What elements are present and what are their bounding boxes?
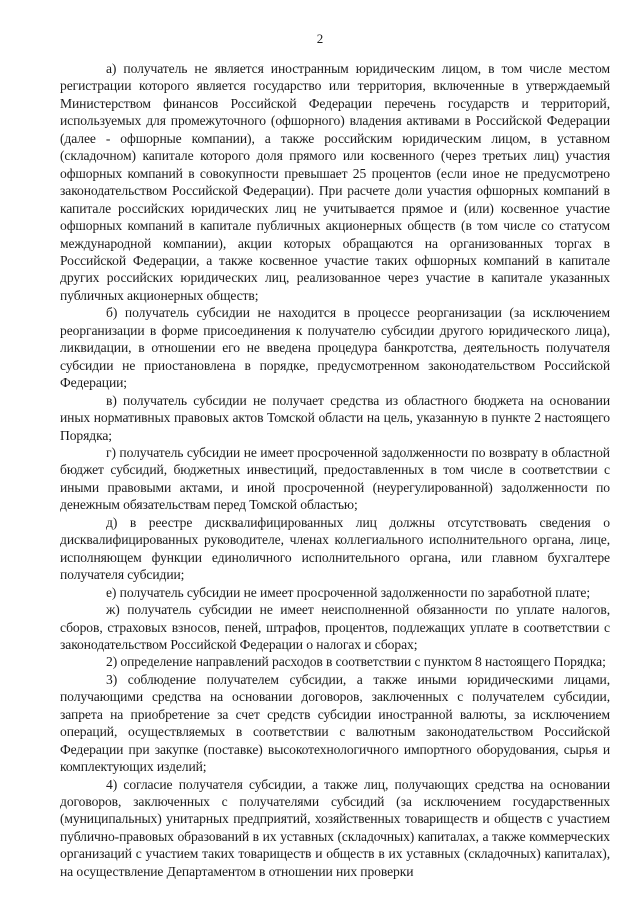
paragraph-v: в) получатель субсидии не получает средства из областного бюджета на основании иных нормативных правовых актов Томской области на цель, указанную в пункте 2 настоящего Порядка; bbox=[60, 392, 610, 443]
document-body bbox=[60, 60, 610, 880]
paragraph-d: д) в реестре дисквалифицированных лиц должны отсутствовать сведения о дисквалифицированных руководителе, членах коллегиального исполнительного органа, лице, исполняющем функции единоличного исполнительного органа, или главном бухгалтере получателя субсидии; bbox=[60, 514, 610, 583]
paragraph-4: 4) согласие получателя субсидии, а также лиц, получающих средства на основании договоров, заключенных с получателями субсидий (за исключением государственных (муниципальных) унитарных предприятий, хозяйственных товариществ и обществ с участием публично-правовых образований в их уставных (складочных) капиталах, а также коммерческих организаций с участием таких товариществ и обществ в их уставных (складочных) капиталах), на осуществление Департаментом в отношении них проверки bbox=[60, 776, 610, 879]
paragraph-3: 3) соблюдение получателем субсидии, а также иными юридическими лицами, получающими средства на основании договоров, заключенных с получателем субсидии, запрета на приобретение за счет средств субсидии иностранной валюты, за исключением операций, осуществляемых в соответствии с валютным законодательством Российской Федерации при закупке (поставке) высокотехнологичного импортного оборудования, сырья и комплектующих изделий; bbox=[60, 671, 610, 775]
paragraph-b: б) получатель субсидии не находится в процессе реорганизации (за исключением реорганизации в форме присоединения к получателю субсидии другого юридического лица), ликвидации, в отношении его не введена процедура банкротства, деятельность получателя субсидии не приостановлена в порядке, предусмотренном законодательством Российской Федерации; bbox=[60, 305, 610, 391]
paragraph-2: 2) определение направлений расходов в соответствии с пунктом 8 настоящего Порядка; bbox=[106, 654, 606, 670]
paragraph-e: е) получатель субсидии не имеет просроченной задолженности по заработной плате; bbox=[106, 584, 591, 600]
paragraph-a: а) получатель не является иностранным юридическим лицом, в том числе местом регистрации которого является государство или территория, включенные в утверждаемый Министерством финансов Российской Федерации перечень государств и территорий, используемых для промежуточного (офшорного) владения активами в Российской Федерации (далее - офшорные компании), а также российским юридическим лицом, в уставном (складочном) капитале которого доля прямого или косвенного (через третьих лиц) участия офшорных компаний в совокупности превышает 25 процентов (если иное не предусмотрено законодательством Российской Федерации). При расчете доли участия офшорных компаний в капитале российских юридических лиц не учитывается прямое и (или) косвенное участие офшорных компаний в капитале публичных акционерных обществ (в том числе со статусом международной компании), акции которых обращаются на организованных торгах в Российской Федерации, а также косвенное участие таких офшорных компаний в капитале других российских юридических лиц, реализованное через участие в капитале указанных публичных акционерных обществ; bbox=[60, 61, 610, 303]
paragraph-zh: ж) получатель субсидии не имеет неисполненной обязанности по уплате налогов, сборов, страховых взносов, пеней, штрафов, процентов, подлежащих уплате в соответствии с законодательством Российской Федерации о налогах и сборах; bbox=[60, 602, 610, 652]
page-number: 2 bbox=[316, 31, 324, 46]
paragraph-g: г) получатель субсидии не имеет просроченной задолженности по возврату в областной бюджет субсидий, бюджетных инвестиций, предоставленных в том числе в соответствии с иными правовыми актами, и иной просроченной (неурегулированной) задолженности по денежным обязательствам перед Томской областью; bbox=[60, 444, 610, 513]
